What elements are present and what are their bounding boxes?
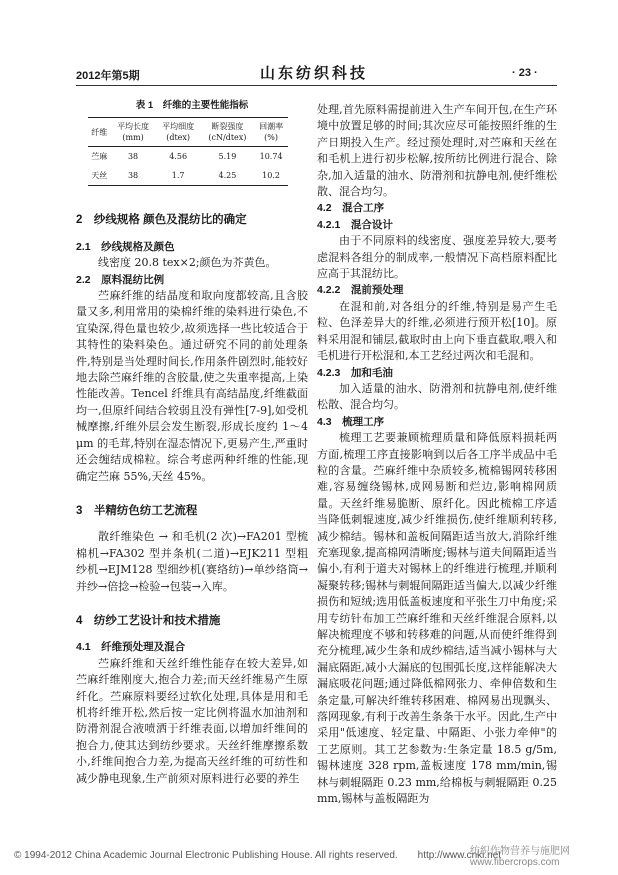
table-cell: 5.19 [218, 152, 237, 162]
subsection-heading-4-1: 4.1 纤维预处理及混合 [76, 641, 186, 654]
table-cell: 38 [127, 171, 139, 181]
table-cell: 10.2 [262, 171, 280, 181]
table-cell: 4.25 [218, 171, 237, 181]
watermark: 纺织作物营养与施肥网 www.fibercrops.com [470, 846, 570, 868]
paragraph: 处理,首先原料需提前进入生产车间开包,在生产环境中放置足够的时间;其次应尽可能按照纤维的生产日期投入生产。经过预处理时,对苎麻和天丝在和毛机上进行初步松解,按所纺比例进行混合、除杂,加入适量的油水、防滑剂和抗静电剂,使纤维松散、混合均匀。 [317, 103, 557, 199]
table-cell: 10.74 [259, 152, 283, 162]
subsection-heading-2-1: 2.1 纱线规格及颜色 [76, 240, 175, 253]
section-heading-3: 3 半精纺色纺工艺流程 [76, 504, 198, 517]
subsection-heading-4-2-1: 4.2.1 混合设计 [317, 218, 393, 231]
table-row [88, 166, 288, 186]
table-header-cell: 纤维 [91, 127, 108, 137]
subsection-heading-4-2: 4.2 混合工序 [317, 202, 385, 215]
paragraph: 在混和前,对各组分的纤维,特别是易产生毛粒、色泽差异大的纤维,必须进行预开松[10]。原料采用混和铺层,截取时由上向下垂直截取,喂入和毛机进行开松混和,本工艺经过两次和毛混和。 [317, 299, 557, 363]
table-cell: 1.7 [171, 171, 185, 181]
table-cell: 天丝 [91, 171, 108, 181]
subsection-heading-4-2-3: 4.2.3 加和毛油 [317, 366, 393, 379]
table-header-cell: 平均长度 (mm) [117, 122, 150, 143]
subsection-heading-2-2: 2.2 原料混纺比例 [76, 273, 165, 286]
table-cell: 苎麻 [91, 152, 108, 162]
paragraph: 苎麻纤维和天丝纤维性能存在较大差异,如苎麻纤维刚度大,抱合力差;而天丝纤维易产生原纤化。苎麻原料要经过软化处理,具体是用和毛机将纤维开松,然后按一定比例将温水加油剂和防滑剂混合液喷洒于纤维表面,以增加纤维间的抱合力,使其达到纺纱要求。天丝纤维摩擦系数小,纤维间抱合力差,为提高天丝纤维的可纺性和减少静电现象,生产前须对原料进行必要的养生 [76, 656, 308, 785]
page-number: · 23 · [512, 67, 538, 79]
paragraph: 梳理工艺要兼顾梳理质量和降低原料损耗两方面,梳理工序直接影响到以后各工序半成品中毛粒的含量。苎麻纤维中杂质较多,梳棉锡网转移困难,容易缠绕锡林,成网易断和烂边,影响棉网质量。天丝纤维易脆断、原纤化。因此梳棉工序适当降低刺辊速度,减少纤维损伤,使纤维顺利转移,减少棉结。锡林和盖板间隔距适当放大,消除纤维充塞现象,提高棉网清晰度;锡林与道夫间隔距适当偏小,有利于道夫对锡林上的纤维进行梳理,并顺利凝聚转移;锡林与刺辊间隔距适当偏大,以减少纤维损伤和短绒;选用低盖板速度和平张生刀中角度;采用专纺针布加工苎麻纤维和天丝纤维混合原料,以解决梳理度不够和转移难的问题,从而使纤维得到充分梳理,减少生条和成纱棉结,适当减小锡林与大漏底隔距,减小大漏底的包围弧长度,这样能解决大漏底吸花问题;通过降低棉网张力、牵伸倍数和生条定量,可解决纤维转移困难、棉网易出现飘头、落网现象,有利于改善生条条干水平。因此,生产中采用"低速度、轻定量、中隔距、小张力牵伸"的工艺原则。其工艺参数为:生条定量 18.5 g/5m,锡林速度 328 rpm,盖板速度 178 mm/min,锡林与刺辊隔距 0.23 mm,给棉板与刺辊隔距 0.25 mm,锡林与盖板隔距为 [317, 431, 557, 806]
issue-number: 2012年第5期 [76, 70, 140, 82]
paragraph: 苎麻纤维的结晶度和取向度都较高,且含胶量又多,利用常用的染棉纤维的染料进行染色,不宜染深,得色量也较少,故须选择一些比较适合于其特性的染料染色。通过研究不同的前处理条件,特别是当处理时间长,作用条件剧烈时,能较好地去除苎麻纤维的含胶量,使之失重率提高,上染性能改善。Tencel 纤维具有高结晶度,纤维截面均一,但原纤间结合较弱且没有弹性[7-9],如受机械摩擦,纤维外层会发生断裂,形成长度约 1～4 μm 的毛茸,特别在湿态情况下,更易产生,严重时还会缠结成棉粒。综合考虑两种纤维的性能,现确定苎麻 55%,天丝 45%。 [76, 289, 308, 483]
table-header-cell: 平均细度 (dtex) [162, 122, 195, 143]
fiber-properties-table [88, 117, 288, 186]
table-row [88, 147, 288, 167]
copyright-footer: © 1994-2012 China Academic Journal Electronic Publishing House. All rights reserved. http://www.cnki.net [14, 850, 502, 861]
subsection-heading-4-2-2: 4.2.2 混前预处理 [317, 284, 404, 297]
section-heading-4: 4 纺纱工艺设计和技术措施 [76, 614, 221, 627]
table-header-row [88, 118, 288, 147]
subsection-heading-4-3: 4.3 梳理工序 [317, 415, 385, 428]
table-header-cell: 断裂强度 (cN/dtex) [208, 122, 247, 143]
left-column [76, 98, 308, 787]
table-cell: 4.56 [169, 152, 188, 162]
paragraph: 线密度 20.8 tex×2;颜色为芥黄色。 [98, 256, 277, 270]
table-caption: 表 1 纤维的主要性能指标 [135, 100, 249, 111]
table-header-cell: 回潮率 (%) [259, 122, 284, 143]
journal-title: 山东纺织科技 [260, 64, 369, 82]
process-flow-paragraph: 散纤维染色 → 和毛机(2 次)→FA201 型梳棉机→FA302 型并条机(二道)→EJK211 型粗纱机→EJM128 型细纱机(赛络纺)→单纱络筒→并纱→倍捻→检验→包装→入库。 [76, 530, 308, 593]
right-column [317, 102, 557, 807]
section-heading-2: 2 纱线规格 颜色及混纺比的确定 [76, 214, 247, 227]
paragraph: 由于不同原料的线密度、强度差异较大,要考虑混料各组分的制成率,一般情况下高档原料配比应高于其混纺比。 [317, 234, 557, 281]
table-cell: 38 [127, 152, 139, 162]
header-rule [76, 85, 557, 86]
paragraph: 加入适量的油水、防滑剂和抗静电剂,使纤维松散、混合均匀。 [317, 381, 557, 412]
